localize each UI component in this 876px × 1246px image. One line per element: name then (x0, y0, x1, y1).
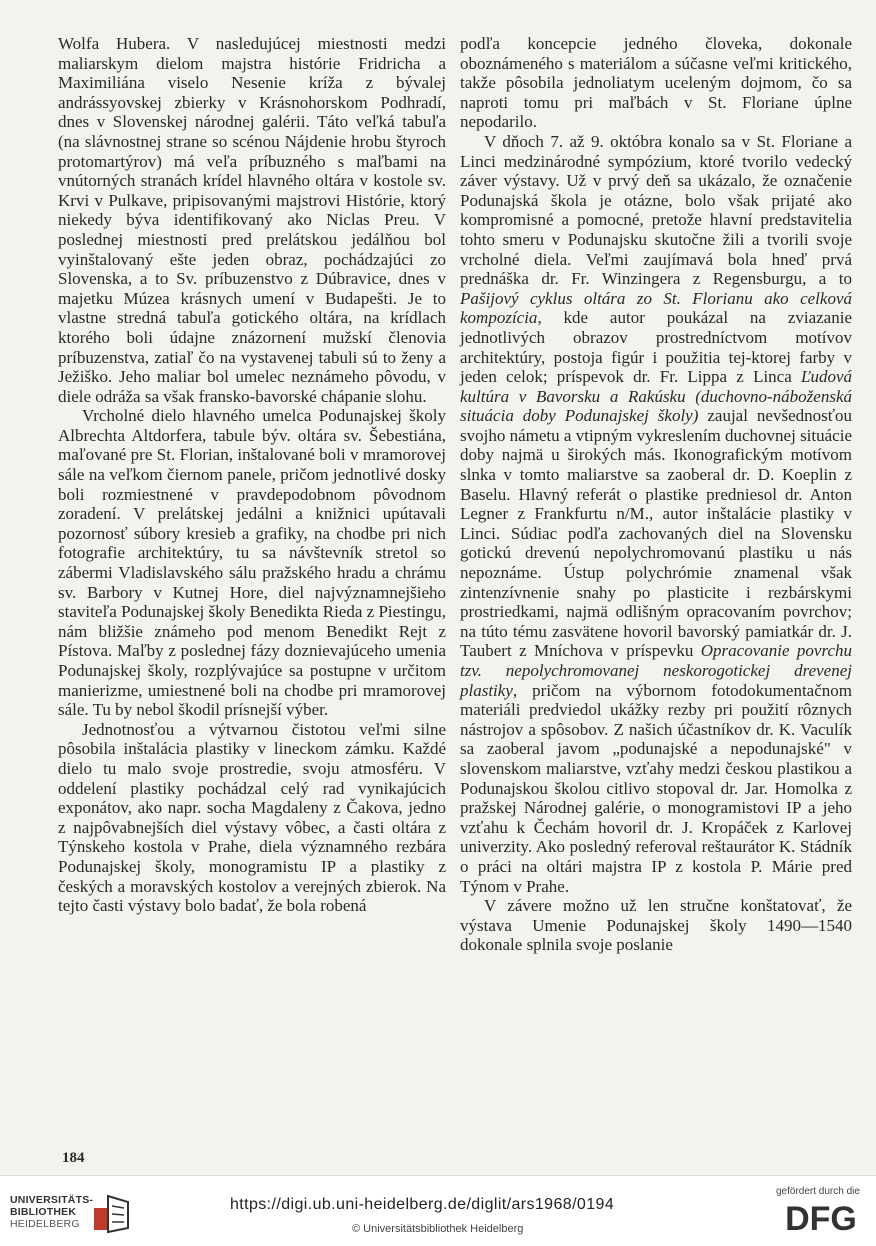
paragraph: podľa koncepcie jedného človeka, dokonale oboznámeného s materiálom a súčasne veľmi kritického, takže pôsobila jednoliatym uceleným dojmom, čo sa naproti tomu pri maľbách v St. Floriane úplne nepodarilo. (460, 34, 852, 132)
dfg-logo-text: DFG (785, 1200, 857, 1234)
library-name-line: HEIDELBERG (10, 1218, 80, 1230)
paragraph: Jednotnosťou a výtvarnou čistotou veľmi silne pôsobila inštalácia plastiky v lineckom zámku. Každé dielo tu malo svoje prostredie, svoju atmosféru. V oddelení plastiky pochádzal celý rad vynikajúcich exponátov, ako napr. socha Magdaleny z Čakova, jedno z najpôvabnejších diel výstavy vôbec, a časti oltára z Týnskeho kostola v Prahe, diela významného rezbára Podunajskej školy, monogramistu IP a plastiky z českých a moravských kostolov a verejných zbierok. Na tejto časti výstavy bolo badať, že bola robená (58, 719, 446, 916)
footer-bar (0, 1175, 876, 1246)
lecture-title: Pašijový cyklus oltára zo St. Florianu ako celková kompozícia (460, 288, 852, 328)
right-column (460, 34, 852, 955)
library-logo[interactable] (10, 1194, 93, 1230)
library-name-line: UNIVERSITÄTS- (10, 1194, 94, 1206)
paragraph: Vrcholné dielo hlavného umelca Podunajskej školy Albrechta Altdorfera, tabule býv. oltára sv. Šebestiána, maľované pre St. Florian, inštalované boli v mramorovej sále na veľkom čiernom panele, pričom jednotlivé dosky boli rozmiestnené v pravdepodobnom pôvodnom zoradení. V prelátskej jedálni a knižnici upútavali pozornosť súbory kresieb a grafiky, na chodbe pri nich fotografie architektúry, tu sa návštevník stretol so zábermi Vladislavského sálu pražského hradu a chrámu sv. Barbory v Kutnej Hore, diel najvýznamnejšieho staviteľa Podunajskej školy Benedikta Rieda z Piestingu, nám bližšie známeho pod menom Benedikt Rejt z Pístova. Maľby z poslednej fázy doznievajúceho umenia Podunajskej školy, rozplývajúce sa postupne v určitom manierizme, umiestnené boli na chodbe pri mramorovej sále. Tu by nebol škodil prísnejší výber. (58, 406, 446, 720)
copyright-notice: © Universitätsbibliothek Heidelberg (352, 1223, 524, 1235)
text-run: , kde autor poukázal na zviazanie jednotlivých obrazov prostredníctvom motívov architektúry, postoja figúr i použitia tej-ktorej farby v jeden celok; príspevok dr. Fr. Lippa z Linca (460, 308, 852, 387)
lecture-title: Ľudová kultúra v Bavorsku a Rakúsku (duchovno-náboženská situácia doby Podunajskej školy) (460, 367, 852, 426)
text-run: V dňoch 7. až 9. októbra konalo sa v St. Floriane a Linci medzinárodné sympózium, ktoré tvorilo vedecký záver výstavy. Už v prvý deň sa ukázalo, že označenie Podunajská škola je otázne, bolo však prijaté ako kompromisné a pomocné, pretože hlavní predstavitelia tohto smeru v Podunajsku skutočne žili a tvorili svoje vrcholné diela. Veľmi zaujímavá bola hneď prvá prednáška dr. Fr. Winzingera z Regensburgu, a to (460, 131, 852, 289)
document-url-link[interactable]: https://digi.ub.uni-heidelberg.de/diglit/ars1968/0194 (230, 1196, 615, 1213)
paragraph: Wolfa Hubera. V nasledujúcej miestnosti medzi maliarskym dielom majstra histórie Fridricha a Maximiliána viselo Nesenie kríža z bývalej andrássyovskej zbierky v Krásnohorskom Podhradí, dnes v Slovenskej národnej galérii. Táto veľká tabuľa (na slávnostnej strane so scénou Nájdenie hrobu štyroch protomartýrov) má veľa príbuzného s maľbami na vnútorných stranách krídel hlavného oltára v kostole sv. Krvi v Pulkave, pripisovanými majstrovi Histórie, ktorý niekedy býva identifikovaný ako Niclas Preu. V poslednej miestnosti pred prelátskou jedálňou bol vyinštalovaný ešte jeden obraz, pochádzajúci zo Slovenska, a to Sv. príbuzenstvo z Dúbravice, dnes v majetku Múzea krásnych umení v Budapešti. Je to vlastne stredná tabuľa gotického oltára, na krídlach ktorého boli údajne znázornení mužskí členovia príbuzenstva, zatiaľ čo na vystavenej tabuli sú to ženy a Ježiško. Jeho maliar bol umelec neznámeho pôvodu, v diele odráža sa však fransko-bavorské chápanie slohu. (58, 34, 446, 406)
lecture-title: Opracovanie povrchu tzv. nepolychromovanej neskorogotickej drevenej plastiky (460, 641, 853, 700)
paragraph: V závere možno už len stručne konštatovať, že výstava Umenie Podunajskej školy 1490—1540 dokonale splnila svoje poslanie (460, 896, 852, 955)
left-column (58, 34, 446, 916)
funder-label: gefördert durch die (776, 1186, 860, 1197)
dfg-logo-icon[interactable] (776, 1200, 866, 1234)
text-run: zaujal nevšednosťou svojho námetu a vtipným vykreslením duchovnej situácie doby najmä u širokých más. Ikonografickým motívom slnka v tomto maliarstve sa zaoberal dr. D. Koeplin z Baselu. Hlavný referát o plastike predniesol dr. Anton Legner z Frankfurtu n/M., autor inštalácie plastiky v Linci. Súdiac podľa zachovaných diel na Slovensku gotickú drevenú nepolychromovanú plastiku u nás nepoznáme. Ústup polychrómie znamenal však zintenzívnenie snahy po plasticite i rezbárskymi prostriedkami, najmä odlišným opracovaním povrchov; na túto tému zasvätene hovoril bavorský pamiatkár dr. J. Taubert z Mníchova v príspevku (460, 406, 852, 661)
text-run: , pričom na výbornom fotodokumentačnom materiáli predviedol ukážky rezby pri použití rôznych nástrojov a spôsobov. Z našich účastníkov dr. K. Vaculík sa zaoberal javom „podunajské a nepodunajské" v slovenskom maliarstve, vzťahy medzi českou plastikou a Podunajskou školou citlivo stopoval dr. Jar. Homolka z pražskej Národnej galérie, o monogramistovi IP a jeho vzťahu k Čechám hovoril dr. J. Kropáček z Karlovej univerzity. Ako posledný referoval reštaurátor K. Stádník o práci na oltári majstra IP z kostola P. Márie pred Týnom v Prahe. (460, 680, 852, 896)
paragraph (460, 132, 852, 896)
library-seal-icon (88, 1188, 134, 1236)
page-number: 184 (62, 1150, 85, 1166)
library-name-line: BIBLIOTHEK (10, 1206, 77, 1218)
